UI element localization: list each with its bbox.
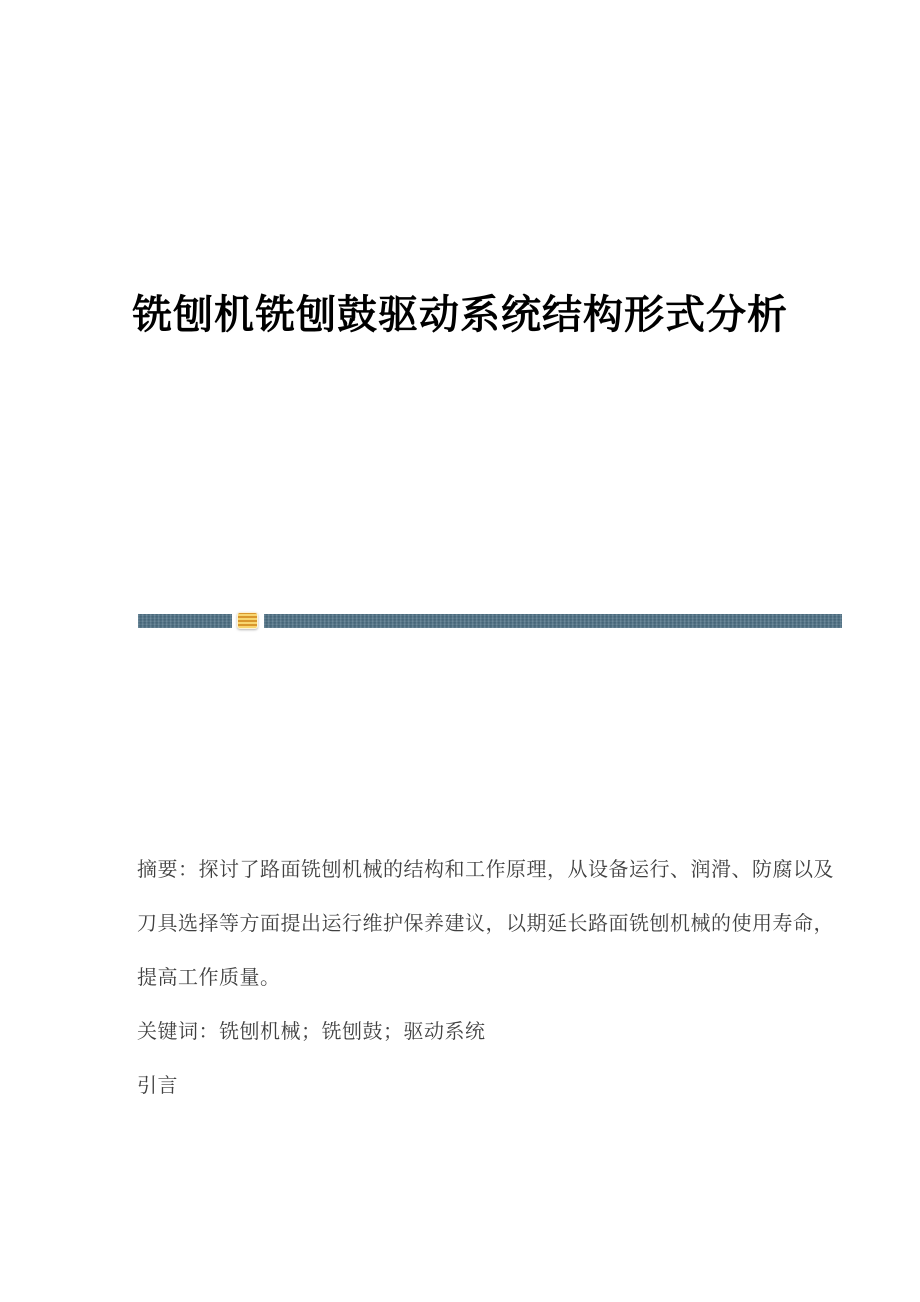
abstract-line-3: 提高工作质量。 bbox=[137, 965, 281, 989]
document-title: 铣刨机铣刨鼓驱动系统结构形式分析 bbox=[132, 290, 788, 338]
abstract-line-1: 摘要：探讨了路面铣刨机械的结构和工作原理，从设备运行、润滑、防腐以及 bbox=[137, 857, 834, 881]
divider-bar-left bbox=[138, 614, 232, 628]
title-divider bbox=[138, 612, 842, 629]
gold-note-icon bbox=[237, 612, 258, 629]
body-text bbox=[137, 842, 834, 1112]
keywords-line: 关键词：铣刨机械；铣刨鼓；驱动系统 bbox=[137, 1019, 486, 1043]
section-heading-intro: 引言 bbox=[137, 1073, 178, 1097]
abstract-line-2: 刀具选择等方面提出运行维护保养建议，以期延长路面铣刨机械的使用寿命， bbox=[137, 911, 834, 935]
divider-bar-right bbox=[264, 614, 842, 628]
